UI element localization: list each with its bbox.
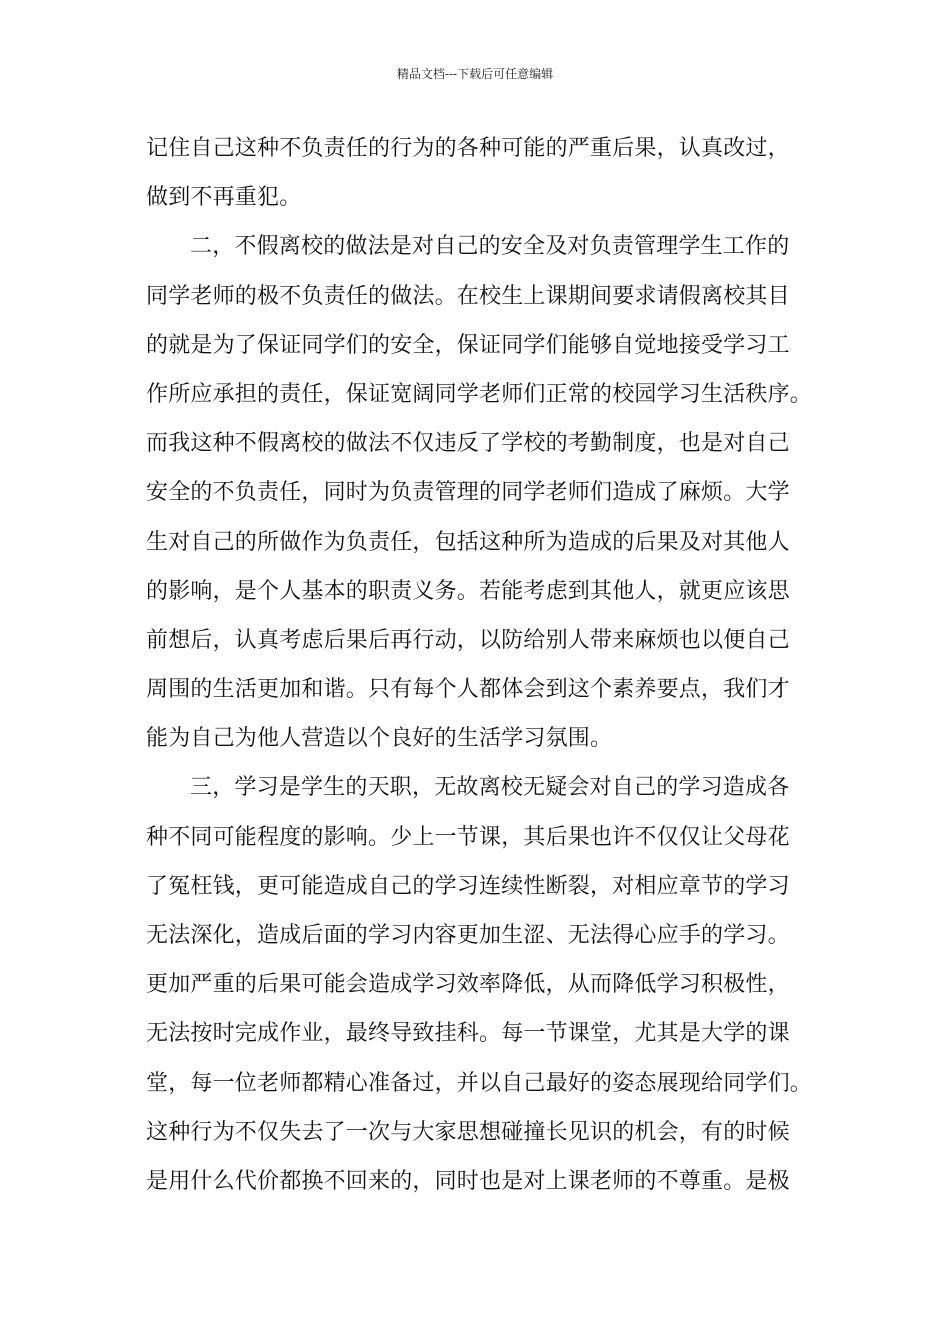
text-line: 而我这种不假离校的做法不仅违反了学校的考勤制度，也是对自己 bbox=[146, 431, 790, 457]
text-line: 能为自己为他人营造以个良好的生活学习氛围。 bbox=[146, 726, 613, 752]
text-line: 同学老师的极不负责任的做法。在校生上课期间要求请假离校其目 bbox=[146, 283, 790, 309]
text-line: 更加严重的后果可能会造成学习效率降低，从而降低学习积极性， bbox=[146, 972, 790, 998]
text-line: 生对自己的所做作为负责任，包括这种所为造成的后果及对其他人 bbox=[146, 529, 790, 555]
text-line: 的就是为了保证同学们的安全，保证同学们能够自觉地接受学习工 bbox=[146, 332, 790, 358]
text-line: 前想后，认真考虑后果后再行动，以防给别人带来麻烦也以便自己 bbox=[146, 627, 790, 653]
text-line: 这种行为不仅失去了一次与大家思想碰撞长见识的机会，有的时候 bbox=[146, 1119, 790, 1145]
text-line: 种不同可能程度的影响。少上一节课，其后果也许不仅仅让父母花 bbox=[146, 824, 790, 850]
text-line: 无法按时完成作业，最终导致挂科。每一节课堂，尤其是大学的课 bbox=[146, 1021, 790, 1047]
document-body bbox=[146, 124, 818, 1206]
text-line: 周围的生活更加和谐。只有每个人都体会到这个素养要点，我们才 bbox=[146, 677, 790, 703]
text-line: 的影响，是个人基本的职责义务。若能考虑到其他人，就更应该思 bbox=[146, 578, 790, 604]
paragraph-start-line: 二，不假离校的做法是对自己的安全及对负责管理学生工作的 bbox=[190, 234, 790, 260]
text-line: 安全的不负责任，同时为负责管理的同学老师们造成了麻烦。大学 bbox=[146, 480, 790, 506]
text-line: 是用什么代价都换不回来的，同时也是对上课老师的不尊重。是极 bbox=[146, 1168, 790, 1194]
text-line: 做到不再重犯。 bbox=[146, 185, 302, 211]
text-line: 作所应承担的责任，保证宽阔同学老师们正常的校园学习生活秩序。 bbox=[146, 381, 813, 407]
text-line: 无法深化，造成后面的学习内容更加生涩、无法得心应手的学习。 bbox=[146, 923, 790, 948]
text-line: 堂，每一位老师都精心准备过，并以自己最好的姿态展现给同学们。 bbox=[146, 1070, 813, 1096]
page-header: 精品文档---下载后可任意编辑 bbox=[396, 67, 554, 81]
paragraph-start-line: 三，学习是学生的天职，无故离校无疑会对自己的学习造成各 bbox=[190, 775, 790, 801]
text-line: 记住自己这种不负责任的行为的各种可能的严重后果，认真改过， bbox=[146, 136, 790, 161]
text-line: 了冤枉钱，更可能造成自己的学习连续性断裂，对相应章节的学习 bbox=[146, 873, 790, 899]
